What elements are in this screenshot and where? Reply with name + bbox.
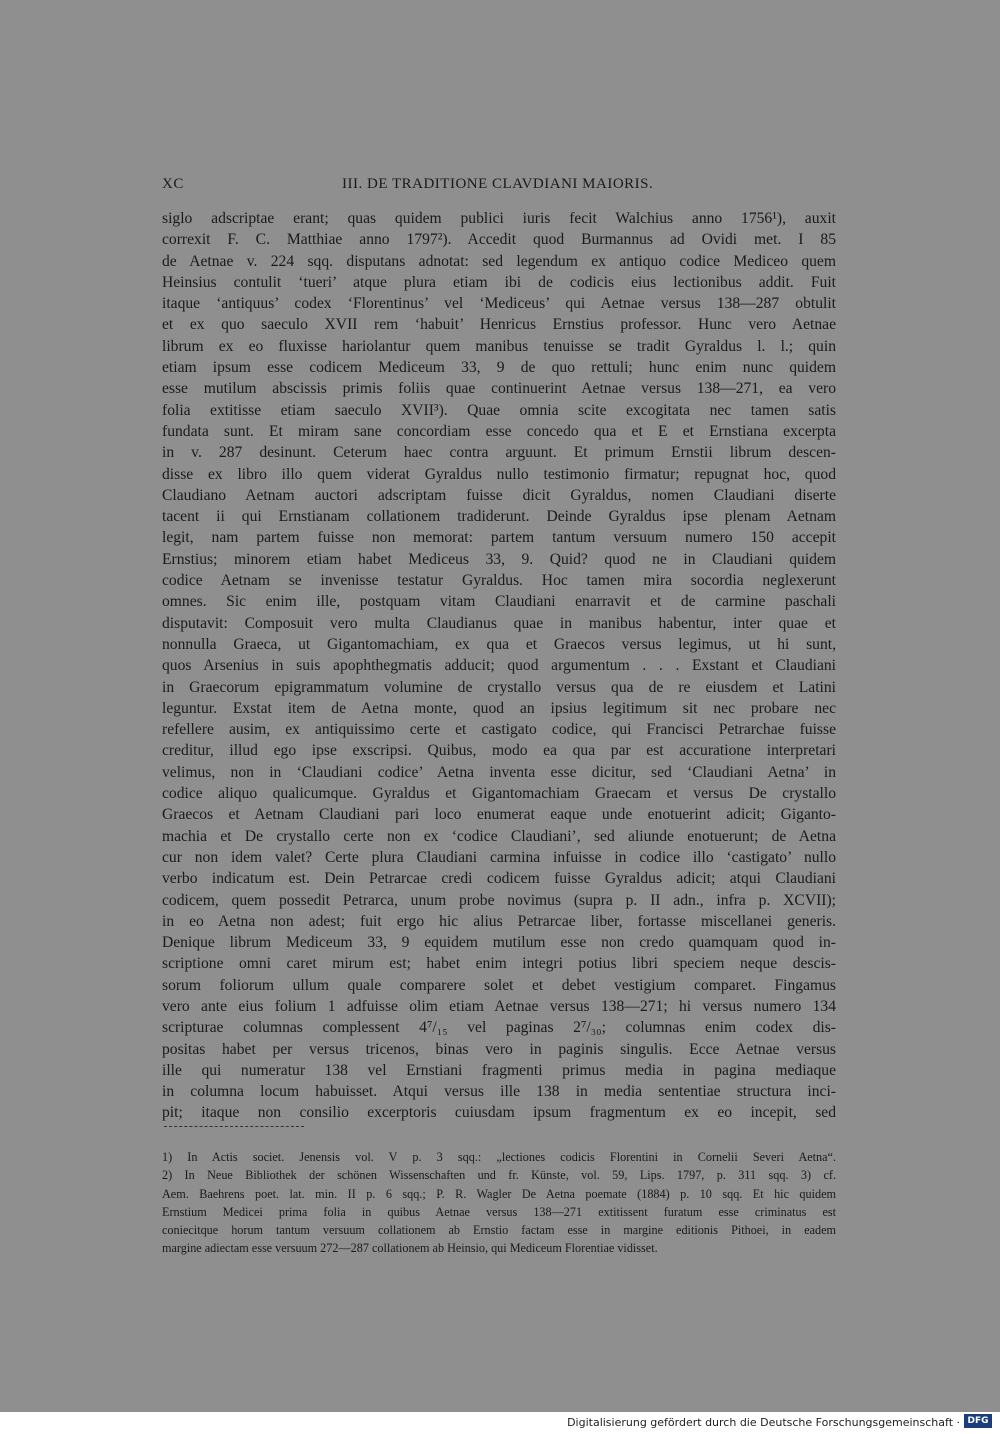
footnote-line: 2) In Neue Bibliothek der schönen Wissenschaften und fr. Künste, vol. 59, Lips. 1797, p. 311 sqq. 3) cf. [162, 1168, 836, 1183]
footnotes [162, 1148, 836, 1258]
text-line: librum ex eo fluxisse hariolantur quem manibus tenuisse se tradit Gyraldus l. l.; quin [162, 337, 836, 355]
text-line: etiam ipsum esse codicem Mediceum 33, 9 de quo rettuli; hunc enim nunc quidem [162, 359, 836, 377]
dfg-logo[interactable]: DFG [964, 1414, 992, 1428]
text-line: leguntur. Exstat item de Aetna monte, quod an ipsius legitimum sit nec probare nec [162, 699, 836, 717]
footnote-line: Aem. Baehrens poet. lat. min. II p. 6 sqq.; P. R. Wagler De Aetna poemate (1884) p. 10 sqq. Et hic quidem [162, 1186, 836, 1201]
text-line: Claudiano Aetnam auctori adscriptam fuisse dicit Gyraldus, nomen Claudiani diserte [162, 486, 836, 504]
text-line: velimus, non in ‘Claudiani codice’ Aetna inventa esse dicitur, sed ‘Claudiani Aetna’ in [162, 763, 836, 781]
text-line: vero ante eius folium 1 adfuisse olim etiam Aetnae versus 138—271; hi versus numero 134 [162, 997, 836, 1015]
text-line: disse ex libro illo quem viderat Gyraldus nullo testimonio firmatur; repugnat hoc, quod [162, 465, 836, 483]
page-number: XC [162, 176, 184, 192]
footnote-divider [164, 1126, 304, 1127]
text-line: Heinsius contulit ‘tueri’ atque plura etiam ibi de codicis eius lectionibus addit. Fuit [162, 273, 836, 291]
text-line: tacent ii qui Ernstianam collationem tradiderunt. Deinde Gyraldus ipse plenam Aetnam [162, 508, 836, 526]
text-line: refellere ausim, ex antiquissimo certe et castigato codice, qui Francisci Petrarchae fuisse [162, 721, 836, 739]
text-line: scriptione omni caret mirum est; habet enim integri potius libri speciem neque descis- [162, 955, 836, 973]
text-line: quos Arsenius in suis apophthegmatis adducit; quod argumentum . . . Exstant et Claudiani [162, 657, 836, 675]
text-line: Graecos et Aetnam Claudiani pari loco enumerat eaque unde enotuerint adicit; Giganto- [162, 806, 836, 824]
text-line: esse mutilum abscissis primis foliis quae continuerint Aetnae versus 138—271, ea vero [162, 380, 836, 398]
text-line: scripturae columnas complessent 4⁷/₁₅ vel paginas 2⁷/₃₀; columnas enim codex dis- [162, 1019, 836, 1037]
text-line: codicem, quem possedit Petrarca, unum probe novimus (supra p. II adn., infra p. XCVII); [162, 891, 836, 909]
text-line: machia et De crystallo certe non ex ‘codice Claudiani’, sed aliunde enotuerunt; de Aetna [162, 827, 836, 845]
text-line: nonnulla Graeca, ut Gigantomachiam, ex qua et Graecos versus legimus, ut hi sunt, [162, 635, 836, 653]
text-line: legit, nam partem fuisse non memorat: partem tantum versuum numero 150 accepit [162, 529, 836, 547]
text-line: in Graecorum epigrammatum volumine de crystallo versus qua de re eiusdem et Latini [162, 678, 836, 696]
text-line: fundata sunt. Et miram sane concordiam esse concedo qua et E et Ernstiana excerpta [162, 422, 836, 440]
text-line: pit; itaque non consilio excerptoris cuiusdam ipsum fragmentum ex eo incepit, sed [162, 1104, 836, 1122]
main-text [162, 208, 836, 1124]
text-line: disputavit: Composuit vero multa Claudianus quae in manibus habentur, inter quae et [162, 614, 836, 632]
footnote-line: coniecitque horum tantum versuum collationem ab Ernstio factam esse in margine editionis Pithoei, in eadem [162, 1223, 836, 1238]
text-line: verbo indicatum est. Dein Petrarcae credi codicem fuisse Gyraldus adicit; atqui Claudiani [162, 870, 836, 888]
text-line: positas habet per versus tricenos, binas vero in paginis singulis. Ecce Aetnae versus [162, 1040, 836, 1058]
footnote-line: 1) In Actis societ. Jenensis vol. V p. 3 sqq.: „lectiones codicis Florentini in Cornelii Severi Aetna“. [162, 1150, 836, 1164]
text-line: in v. 287 desinunt. Ceterum haec contra arguunt. Et primum Ernstii librum descen- [162, 444, 836, 462]
text-line: correxit F. C. Matthiae anno 1797²). Accedit quod Burmannus ad Ovidi met. I 85 [162, 231, 836, 249]
text-line: sorum foliorum ullum quale comparere solet et debet vestigium comparet. Fingamus [162, 976, 836, 994]
footnote-line: margine adiectam esse versuum 272—287 collationem ab Heinsio, qui Mediceum Florentiae vidisset. [162, 1241, 658, 1256]
funding-credit: Digitalisierung gefördert durch die Deutsche Forschungsgemeinschaft · [567, 1416, 960, 1429]
text-line: in eo Aetna non adest; fuit ergo hic alius Petrarcae liber, fortasse miscellanei generis. [162, 912, 836, 930]
text-line: Denique librum Mediceum 33, 9 equidem mutilum esse non credo quamquam quod in- [162, 934, 836, 952]
text-line: folia extitisse etiam saeculo XVII³). Quae omnia scite excogitata nec tamen satis [162, 401, 836, 419]
text-line: creditur, illud ego ipse exscripsi. Quibus, modo ea qua par est accuratione interpretari [162, 742, 836, 760]
text-line: siglo adscriptae erant; quas quidem publici iuris fecit Walchius anno 1756¹), auxit [162, 210, 836, 227]
text-line: codice aliquo qualicumque. Gyraldus et Gigantomachiam Graecam et versus De crystallo [162, 785, 836, 803]
text-line: cur non idem valet? Certe plura Claudiani carmina infuisse in codice illo ‘castigato’ nullo [162, 848, 836, 866]
text-line: codice Aetnam se invenisse testatur Gyraldus. Hoc tamen mira socordia neglexerunt [162, 572, 836, 590]
text-line: in columna locum habuisset. Atqui versus ille 138 in media sententiae structura inci- [162, 1083, 836, 1101]
text-line: omnes. Sic enim ille, postquam vitam Claudiani enarravit et de carmine paschali [162, 593, 836, 611]
footnote-line: Ernstium Medicei prima folia in quibus Aetnae versus 138—271 extitissent furatum esse criminatus est [162, 1204, 836, 1219]
text-line: ille qui numeratur 138 vel Ernstiani fragmenti primus media in pagina mediaque [162, 1061, 836, 1079]
running-title: III. DE TRADITIONE CLAVDIANI MAIORIS. [342, 176, 654, 192]
text-line: de Aetnae v. 224 sqq. disputans adnotat: sed legendum ex antiquo codice Mediceo quem [162, 252, 836, 270]
text-line: Ernstius; minorem etiam habet Mediceus 33, 9. Quid? quod ne in Claudiani quidem [162, 550, 836, 568]
text-line: itaque ‘antiquus’ codex ‘Florentinus’ vel ‘Mediceus’ qui Aetnae versus 138—287 obtulit [162, 295, 836, 313]
text-line: et ex quo saeculo XVII rem ‘habuit’ Henricus Ernstius professor. Hunc vero Aetnae [162, 316, 836, 334]
